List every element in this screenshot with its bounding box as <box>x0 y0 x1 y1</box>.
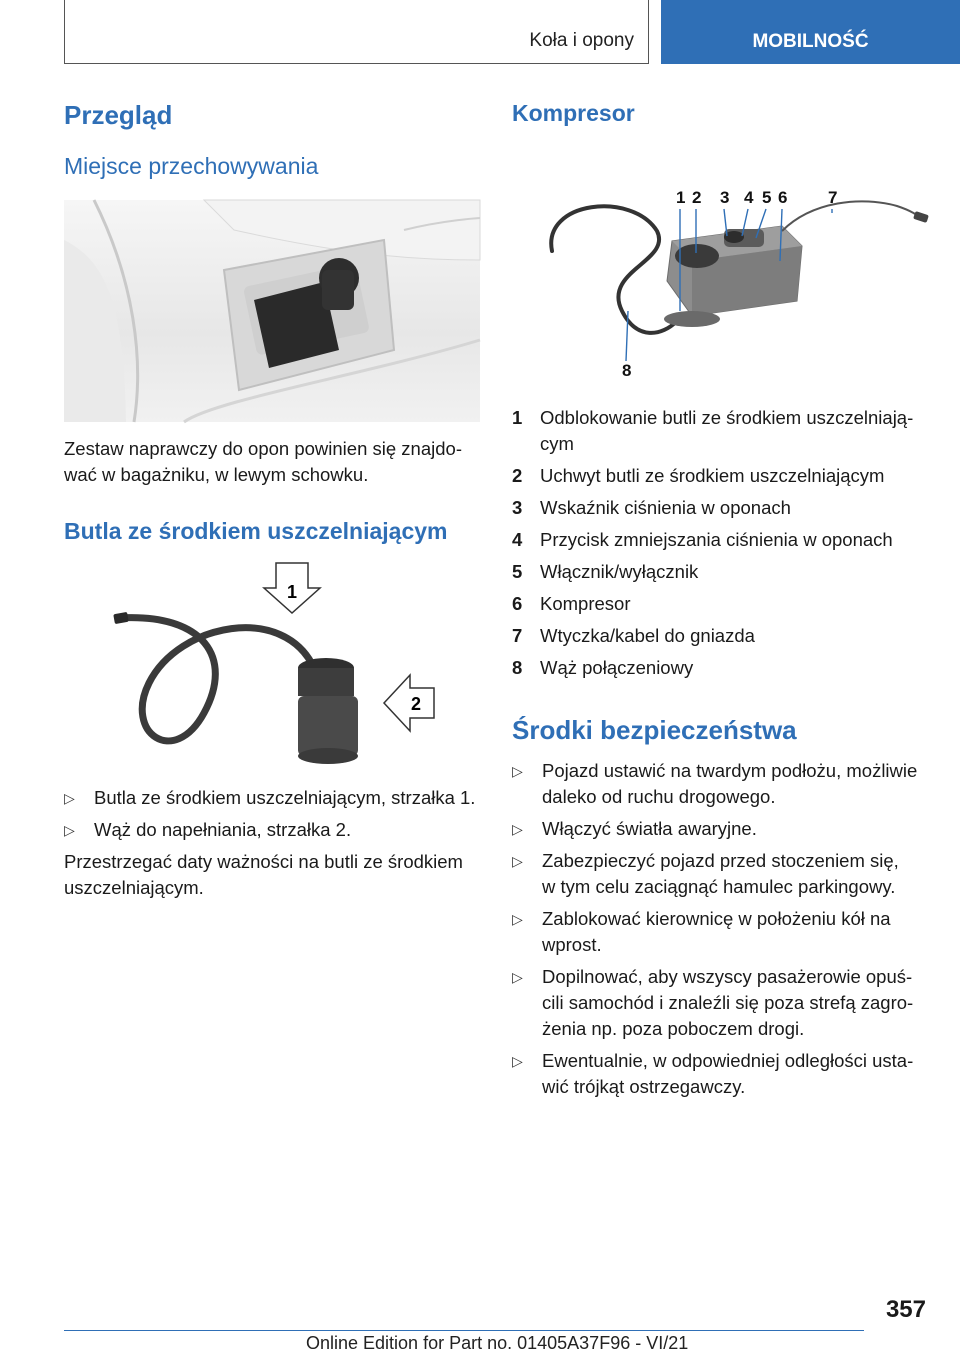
svg-text:3: 3 <box>720 188 730 207</box>
triangle-right-outline-icon: ▷ <box>64 790 75 806</box>
page-title: Przegląd <box>64 100 173 130</box>
storage-text: Zestaw naprawczy do opon powinien się znajdo- wać w bagażniku, w lewym schowku. <box>64 438 462 485</box>
trunk-storage-photo <box>64 200 480 422</box>
list-item: 8 Wąż połączeniowy <box>512 657 694 678</box>
bottle-bullet-list <box>64 785 480 843</box>
list-item: ▷ Ewentualnie, w odpowiedniej odległości usta- wić trójkąt ostrzegawczy. <box>512 1050 914 1097</box>
parts-list <box>512 405 932 681</box>
triangle-right-outline-icon: ▷ <box>512 1053 523 1069</box>
svg-text:1: 1 <box>676 188 686 207</box>
list-item: 3 Wskaźnik ciśnienia w oponach <box>512 497 791 518</box>
arrow-label-1: 2 <box>410 694 422 714</box>
triangle-right-outline-icon: ▷ <box>512 969 523 985</box>
triangle-right-outline-icon: ▷ <box>512 911 523 927</box>
list-item: ▷ Pojazd ustawić na twardym podłożu, możliwie daleko od ruchu drogowego. <box>512 760 918 807</box>
list-item: 7 Wtyczka/kabel do gniazda <box>512 625 755 646</box>
list-item: ▷ Zabezpieczyć pojazd przed stoczeniem się, w tym celu zaciągnąć hamulec parkingowy. <box>512 850 899 897</box>
list-item: ▷ Włączyć światła awaryjne. <box>512 816 932 842</box>
svg-text:7: 7 <box>828 188 838 207</box>
svg-text:6: 6 <box>778 188 788 207</box>
list-item: ▷ Butla ze środkiem uszczelniającym, strzałka 1. <box>64 785 480 811</box>
sealant-bottle-figure <box>64 563 480 773</box>
triangle-right-outline-icon: ▷ <box>512 763 523 779</box>
storage-heading: Miejsce przechowywania <box>64 153 319 179</box>
list-item: 1 Odblokowanie butli ze środkiem uszczelniają- cym <box>512 407 914 454</box>
footer-divider <box>64 1330 864 1331</box>
safety-bullet-list <box>512 758 932 1100</box>
triangle-right-outline-icon: ▷ <box>512 853 523 869</box>
list-item: 2 Uchwyt butli ze środkiem uszczelniającym <box>512 465 885 486</box>
svg-text:8: 8 <box>622 361 632 380</box>
list-item: 6 Kompresor <box>512 593 631 614</box>
right-column <box>512 100 932 1106</box>
arrow-label-2: 1 <box>286 582 298 602</box>
list-item: ▷ Wąż do napełniania, strzałka 2. <box>64 817 480 843</box>
list-item: ▷ Zablokować kierownicę w położeniu kół na wprost. <box>512 908 891 955</box>
page-number: 357 <box>885 1296 926 1323</box>
list-item: 4 Przycisk zmniejszania ciśnienia w oponach <box>512 529 893 550</box>
compressor-heading: Kompresor <box>512 100 635 126</box>
triangle-right-outline-icon: ▷ <box>512 821 523 837</box>
svg-text:2: 2 <box>692 188 702 207</box>
bottle-note: Przestrzegać daty ważności na butli ze środkiem uszczelniającym. <box>64 851 463 898</box>
compressor-figure <box>512 141 932 380</box>
safety-heading: Środki bezpieczeństwa <box>512 715 797 745</box>
header-box <box>64 0 649 64</box>
left-column <box>64 100 480 901</box>
section-title: Koła i opony <box>529 30 634 51</box>
edition-text: Online Edition for Part no. 01405A37F96 - VI/21 <box>306 1333 689 1353</box>
svg-text:5: 5 <box>762 188 772 207</box>
chapter-tab[interactable]: MOBILNOŚĆ <box>661 0 960 64</box>
list-item: ▷ Dopilnować, aby wszyscy pasażerowie opuś- cili samochód i znaleźli się poza strefą zagro- żenia np. poza poboczem drogi. <box>512 966 914 1039</box>
svg-text:4: 4 <box>744 188 754 207</box>
triangle-right-outline-icon: ▷ <box>64 822 75 838</box>
bottle-heading: Butla ze środkiem uszczelniającym <box>64 518 448 544</box>
list-item: 5 Włącznik/wyłącznik <box>512 561 699 582</box>
